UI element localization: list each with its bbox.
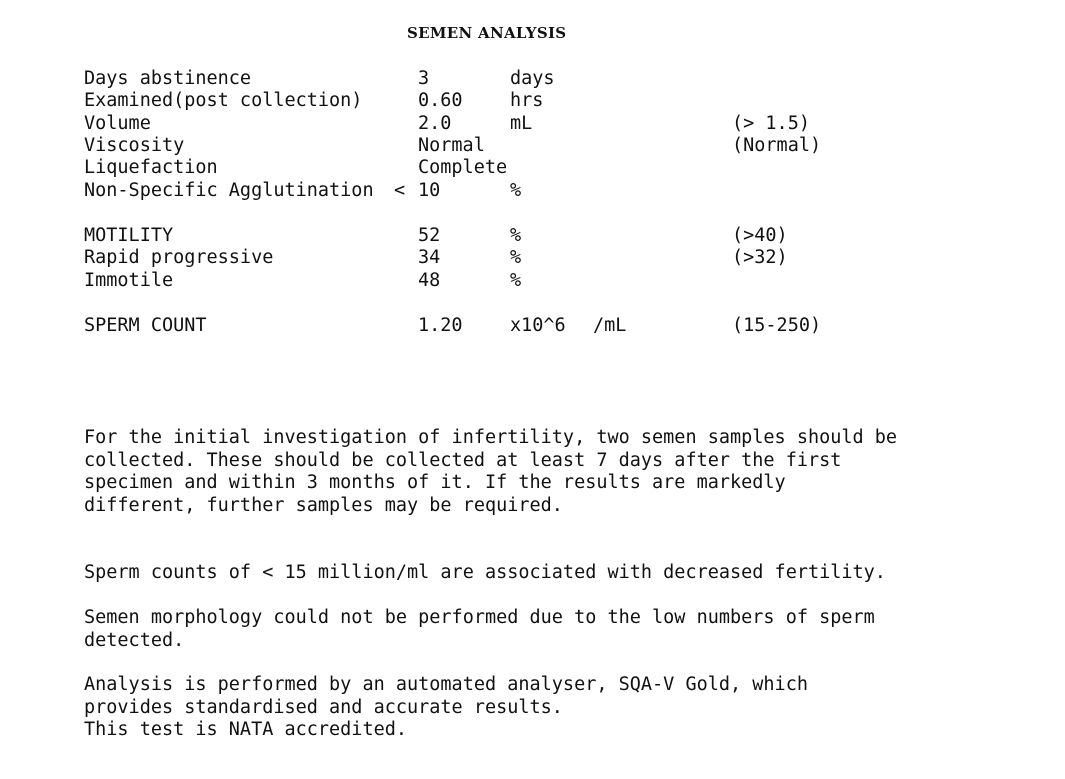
result-row (0, 225, 1065, 247)
result-label: Non-Specific Agglutination (84, 180, 374, 201)
result-row (0, 157, 1065, 179)
result-row (0, 90, 1065, 112)
result-unit: days (510, 68, 555, 89)
result-value: 52 (418, 225, 441, 246)
result-reference: (>40) (732, 225, 788, 246)
result-value: Normal (418, 135, 485, 156)
result-unit: % (510, 247, 522, 268)
result-value: Complete (418, 157, 508, 178)
result-value: 1.20 (418, 315, 463, 336)
note-analyser: Analysis is performed by an automated analyser, SQA-V Gold, which provides standardised and accurate results. This test is NATA accredited. (84, 674, 808, 740)
result-label: SPERM COUNT (84, 315, 207, 336)
result-label: Immotile (84, 270, 174, 291)
result-unit: % (510, 180, 522, 201)
result-value: 3 (418, 68, 430, 89)
result-unit: % (510, 270, 522, 291)
result-value: 2.0 (418, 113, 452, 134)
note-infertility-investigation: For the initial investigation of infertility, two semen samples should be collected. These should be collected at least 7 days after the first specimen and within 3 months of it. If the results are markedly different, further samples may be required. (84, 427, 898, 516)
result-reference: (>32) (732, 247, 788, 268)
result-row (0, 180, 1065, 202)
result-value: 0.60 (418, 90, 463, 111)
result-unit: % (510, 225, 522, 246)
report-title: SEMEN ANALYSIS (407, 24, 567, 42)
result-row (0, 270, 1065, 292)
result-value: 10 (418, 180, 441, 201)
result-label: Days abstinence (84, 68, 252, 89)
result-label: Volume (84, 113, 151, 134)
result-label: Liquefaction (84, 157, 218, 178)
result-row (0, 113, 1065, 135)
result-row (0, 247, 1065, 269)
result-label: Rapid progressive (84, 247, 274, 268)
result-label: Viscosity (84, 135, 185, 156)
result-label: MOTILITY (84, 225, 174, 246)
result-row (0, 315, 1065, 337)
result-reference: (> 1.5) (732, 113, 810, 134)
note-sperm-count: Sperm counts of < 15 million/ml are associated with decreased fertility. (84, 562, 886, 583)
result-reference: (Normal) (732, 135, 822, 156)
result-reference: (15-250) (732, 315, 822, 336)
result-value: 48 (418, 270, 441, 291)
result-unit: mL (510, 113, 533, 134)
result-unit: x10^6 (510, 315, 566, 336)
result-qualifier: < (394, 180, 406, 201)
result-label: Examined(post collection) (84, 90, 363, 111)
note-morphology: Semen morphology could not be performed due to the low numbers of sperm detected. (84, 607, 875, 651)
result-unit-secondary: /mL (593, 315, 627, 336)
result-value: 34 (418, 247, 441, 268)
result-unit: hrs (510, 90, 544, 111)
result-row (0, 68, 1065, 90)
result-row (0, 135, 1065, 157)
